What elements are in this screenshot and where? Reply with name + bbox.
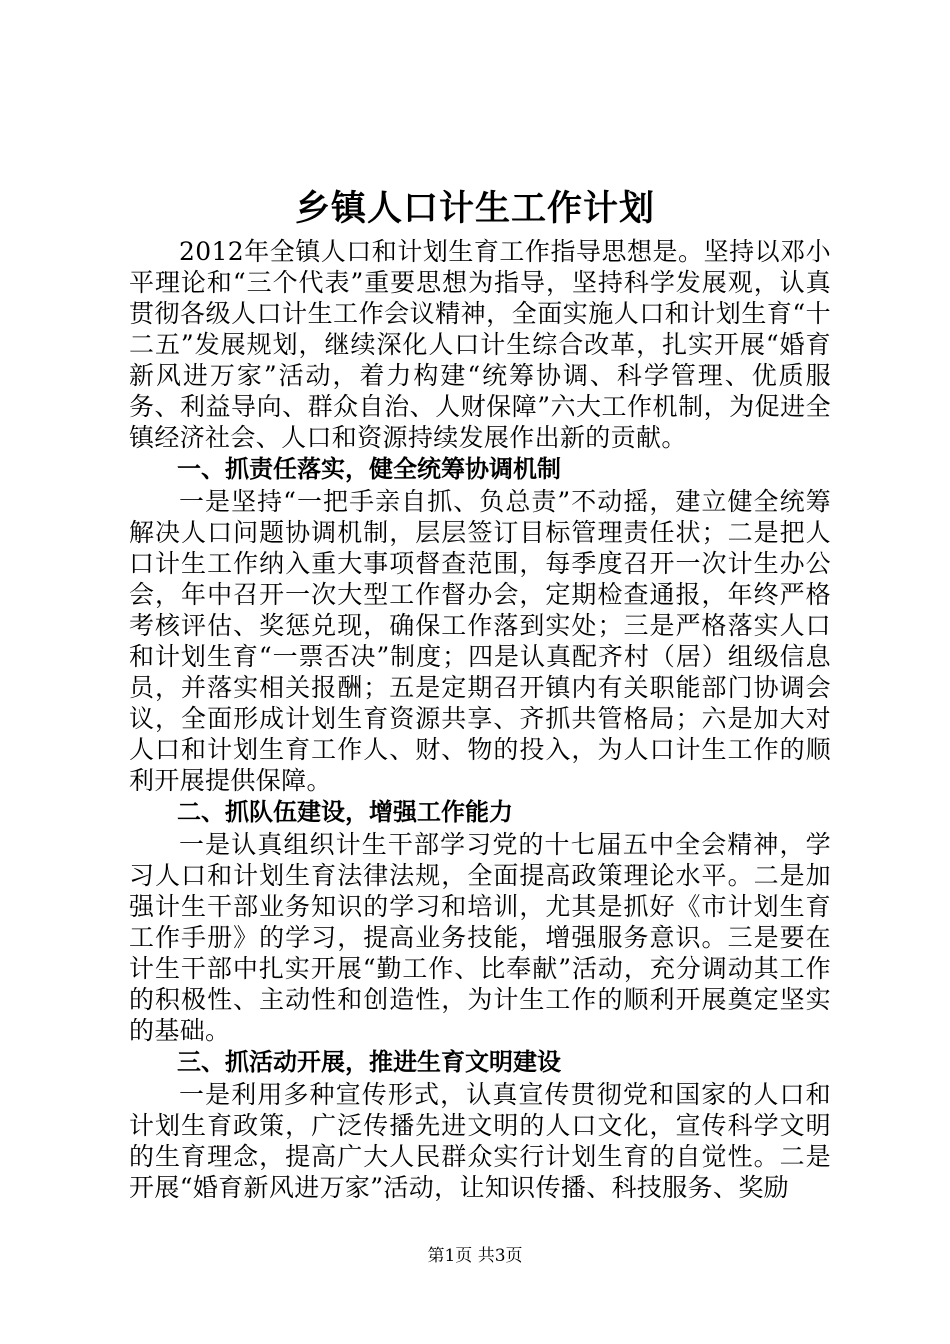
section-paragraph-3: 一是利用多种宣传形式，认真宣传贯彻党和国家的人口和计划生育政策，广泛传播先进文明的人口文化，宣传科学文明的生育理念，提高广大人民群众实行计划生育的自觉性。二是开展“婚育新风进万家”活动，让知识传播、科技服务、奖励 xyxy=(129,1080,831,1202)
page-indicator: 第1页 共3页 xyxy=(427,1246,523,1266)
intro-paragraph: 2012年全镇人口和计划生育工作指导思想是。坚持以邓小平理论和“三个代表”重要思想为指导，坚持科学发展观，认真贯彻各级人口计生工作会议精神，全面实施人口和计划生育“十二五”发展规划，继续深化人口计生综合改革，扎实开展“婚育新风进万家”活动，着力构建“统筹协调、科学管理、优质服务、利益导向、群众自治、人财保障”六大工作机制，为促进全镇经济社会、人口和资源持续发展作出新的贡献。 xyxy=(129,237,831,452)
section-paragraph-2: 一是认真组织计生干部学习党的十七届五中全会精神，学习人口和计划生育法律法规，全面提高政策理论水平。二是加强计生干部业务知识的学习和培训，尤其是抓好《市计划生育工作手册》的学习，提高业务技能，增强服务意识。三是要在计生干部中扎实开展“勤工作、比奉献”活动，充分调动其工作的积极性、主动性和创造性，为计生工作的顺利开展奠定坚实的基础。 xyxy=(129,830,831,1045)
section-heading-2: 二、抓队伍建设，增强工作能力 xyxy=(177,798,513,826)
section-heading-3: 三、抓活动开展，推进生育文明建设 xyxy=(177,1048,561,1076)
document-body xyxy=(129,236,831,1203)
section-heading-1: 一、抓责任落实，健全统筹协调机制 xyxy=(177,455,561,483)
document-title: 乡镇人口计生工作计划 xyxy=(294,189,655,229)
section-paragraph-1: 一是坚持“一把手亲自抓、负总责”不动摇，建立健全统筹解决人口问题协调机制，层层签订目标管理责任状；二是把人口计生工作纳入重大事项督查范围，每季度召开一次计生办公会，年中召开一次大型工作督办会，定期检查通报，年终严格考核评估、奖惩兑现，确保工作落到实处；三是严格落实人口和计划生育“一票否决”制度；四是认真配齐村（居）组级信息员，并落实相关报酬；五是定期召开镇内有关职能部门协调会议，全面形成计划生育资源共享、齐抓共管格局；六是加大对人口和计划生育工作人、财、物的投入，为人口计生工作的顺利开展提供保障。 xyxy=(129,487,831,795)
